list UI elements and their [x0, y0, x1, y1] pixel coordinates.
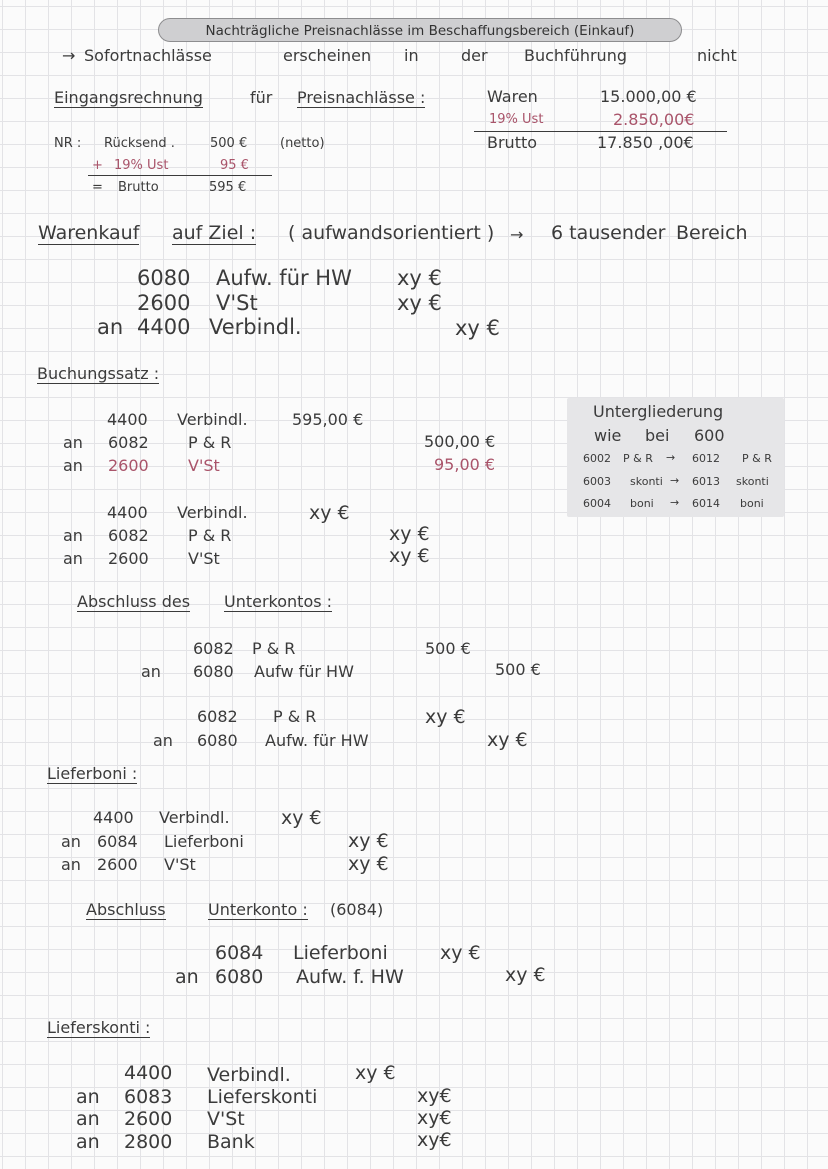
au1-acct-2: 6080: [193, 662, 234, 681]
buchungssatz-heading: Buchungssatz :: [37, 364, 160, 383]
ug-row1-d: P & R: [742, 452, 772, 465]
bs2-acct-1: 4400: [107, 503, 148, 522]
wk-acct-2: 2600: [137, 291, 191, 315]
ruecksend-label: Rücksend .: [104, 136, 175, 151]
a6084-text-1: Lieferboni: [293, 942, 388, 964]
bs2-text-2: P & R: [188, 526, 232, 545]
bs1-prefix-3: an: [63, 456, 83, 475]
eingang-heading: Eingangsrechnung: [54, 88, 203, 107]
untergliederung-wie: wie: [594, 426, 622, 445]
abschluss-6084-h1: Abschluss: [86, 900, 166, 919]
bs2-text-3: V'St: [188, 549, 220, 568]
waren-value: 15.000,00 €: [600, 87, 697, 106]
bs1-prefix-2: an: [63, 433, 83, 452]
line1-word-3: in: [404, 46, 419, 65]
nr-label: NR :: [54, 136, 82, 151]
au2-text-1: P & R: [273, 707, 317, 726]
ug-row1-c: 6012: [692, 452, 720, 465]
ruecksend-value: 500 €: [210, 136, 248, 151]
ust-label: 19% Ust: [114, 158, 169, 173]
ls-val-2: xy€: [417, 1085, 452, 1107]
a6084-prefix-2: an: [175, 966, 199, 988]
lb-val-1: xy €: [281, 807, 322, 829]
untergliederung-num: 600: [694, 426, 725, 445]
ug-row2-d: skonti: [736, 475, 769, 488]
sum-rule: [88, 175, 272, 176]
lb-acct-3: 2600: [97, 855, 138, 874]
au1-text-2: Aufw für HW: [254, 662, 354, 681]
bs2-text-1: Verbindl.: [177, 503, 248, 522]
au2-val-1: xy €: [425, 706, 466, 728]
lb-prefix-2: an: [61, 832, 81, 851]
ug-row2-b: skonti: [630, 475, 663, 488]
au1-prefix-2: an: [141, 662, 161, 681]
brutto-value: 595 €: [209, 180, 247, 195]
bs2-prefix-2: an: [63, 526, 83, 545]
bs1-text-1: Verbindl.: [177, 410, 248, 429]
eingang-fuer: für: [250, 88, 273, 107]
au1-val-2: 500 €: [495, 660, 541, 679]
lieferskonti-heading: Lieferskonti :: [47, 1018, 151, 1037]
a6084-text-2: Aufw. f. HW: [296, 966, 404, 988]
bs2-acct-2: 6082: [108, 526, 149, 545]
au1-acct-1: 6082: [193, 639, 234, 658]
warenkauf-heading: Warenkauf: [38, 222, 140, 244]
ug-row3-d: boni: [740, 497, 764, 510]
bs1-acct-1: 4400: [107, 410, 148, 429]
title-banner: [158, 18, 682, 42]
waren-ust-value: 2.850,00€: [613, 110, 695, 129]
bs1-text-2: P & R: [188, 433, 232, 452]
ust-value: 95 €: [220, 158, 249, 173]
lb-text-3: V'St: [164, 855, 196, 874]
bs1-val-2: 500,00 €: [424, 432, 496, 451]
bs1-val-1: 595,00 €: [292, 410, 364, 429]
au1-text-1: P & R: [252, 639, 296, 658]
wk-acct-3: 4400: [137, 315, 191, 339]
au2-val-2: xy €: [487, 729, 528, 751]
ls-acct-3: 2600: [124, 1108, 173, 1130]
wk-text-1: Aufw. für HW: [216, 266, 352, 290]
lieferboni-heading: Lieferboni :: [47, 764, 138, 783]
brutto-label: Brutto: [118, 180, 159, 195]
ls-text-4: Bank: [207, 1131, 255, 1153]
ls-acct-2: 6083: [124, 1086, 173, 1108]
bs2-val-3: xy €: [389, 545, 430, 567]
ls-prefix-2: an: [76, 1086, 100, 1108]
wk-val-1: xy €: [397, 266, 442, 290]
wk-text-3: Verbindl.: [209, 315, 302, 339]
waren-rule: [474, 131, 727, 132]
ls-acct-1: 4400: [124, 1062, 173, 1084]
untergliederung-bei: bei: [645, 426, 670, 445]
bs1-text-3: V'St: [188, 456, 220, 475]
ug-row2-a: 6003: [583, 475, 611, 488]
page-title: Nachträgliche Preisnachlässe im Beschaffungsbereich (Einkauf): [205, 23, 635, 39]
wk-prefix-3: an: [97, 315, 124, 339]
ls-prefix-4: an: [76, 1131, 100, 1153]
ug-row2-c: 6013: [692, 475, 720, 488]
ls-val-1: xy €: [355, 1062, 396, 1084]
bs2-val-1: xy €: [309, 502, 350, 524]
ls-prefix-3: an: [76, 1108, 100, 1130]
ls-acct-4: 2800: [124, 1131, 173, 1153]
arrow-icon: →: [666, 451, 676, 464]
a6084-val-2: xy €: [505, 964, 546, 986]
bs1-acct-2: 6082: [108, 433, 149, 452]
ls-text-2: Lieferskonti: [207, 1086, 318, 1108]
lb-val-2: xy €: [348, 830, 389, 852]
ls-text-1: Verbindl.: [207, 1064, 291, 1086]
warenkauf-auf-ziel: auf Ziel :: [172, 222, 257, 244]
abschluss-6084-h3: (6084): [330, 900, 384, 919]
au2-text-2: Aufw. für HW: [265, 731, 369, 750]
au2-acct-1: 6082: [197, 707, 238, 726]
arrow-icon: →: [62, 46, 76, 65]
lb-text-1: Verbindl.: [159, 808, 230, 827]
line1-word-5: Buchführung: [524, 46, 627, 65]
ug-row3-a: 6004: [583, 497, 611, 510]
abschluss-unterkontos-h2: Unterkontos :: [224, 592, 333, 611]
line1-word-4: der: [461, 46, 488, 65]
waren-brutto-label: Brutto: [487, 133, 538, 152]
line1-word-2: erscheinen: [283, 46, 372, 65]
bs1-acct-3: 2600: [108, 456, 149, 475]
waren-brutto-value: 17.850 ,00€: [597, 133, 694, 152]
wk-acct-1: 6080: [137, 266, 191, 290]
a6084-val-1: xy €: [440, 942, 481, 964]
ls-val-4: xy€: [417, 1129, 452, 1151]
ug-row1-a: 6002: [583, 452, 611, 465]
netto-label: (netto): [280, 136, 325, 151]
au1-val-1: 500 €: [425, 639, 471, 658]
lb-prefix-3: an: [61, 855, 81, 874]
bs1-val-3: 95,00 €: [434, 455, 496, 474]
warenkauf-6tausender: 6 tausender: [551, 222, 666, 244]
wk-val-2: xy €: [397, 291, 442, 315]
eingang-preis: Preisnachlässe :: [297, 88, 426, 107]
lb-text-2: Lieferboni: [164, 832, 244, 851]
bs2-acct-3: 2600: [108, 549, 149, 568]
au2-acct-2: 6080: [197, 731, 238, 750]
a6084-acct-2: 6080: [215, 966, 264, 988]
eq-sign: =: [92, 180, 103, 195]
ls-text-3: V'St: [207, 1108, 245, 1130]
ls-val-3: xy€: [417, 1107, 452, 1129]
ug-row3-c: 6014: [692, 497, 720, 510]
ug-row1-b: P & R: [623, 452, 653, 465]
waren-ust-label: 19% Ust: [489, 112, 544, 127]
lb-val-3: xy €: [348, 853, 389, 875]
line1-word-1: Sofortnachlässe: [84, 46, 212, 65]
abschluss-6084-h2: Unterkonto :: [208, 900, 308, 919]
warenkauf-bereich: Bereich: [676, 222, 748, 244]
wk-text-2: V'St: [216, 291, 258, 315]
wk-val-3: xy €: [455, 316, 500, 340]
lb-acct-1: 4400: [93, 808, 134, 827]
arrow-icon: →: [510, 225, 524, 244]
au2-prefix-2: an: [153, 731, 173, 750]
arrow-icon: →: [670, 496, 680, 509]
warenkauf-aufwand: ( aufwandsorientiert ): [288, 222, 495, 244]
untergliederung-title: Untergliederung: [593, 402, 724, 421]
bs2-prefix-3: an: [63, 549, 83, 568]
ug-row3-b: boni: [630, 497, 654, 510]
arrow-icon: →: [670, 474, 680, 487]
lb-acct-2: 6084: [97, 832, 138, 851]
line1-word-6: nicht: [697, 46, 737, 65]
abschluss-unterkontos-h1: Abschluss des: [77, 592, 191, 611]
plus-sign: +: [92, 158, 103, 173]
bs2-val-2: xy €: [389, 523, 430, 545]
a6084-acct-1: 6084: [215, 942, 264, 964]
waren-label: Waren: [487, 87, 538, 106]
